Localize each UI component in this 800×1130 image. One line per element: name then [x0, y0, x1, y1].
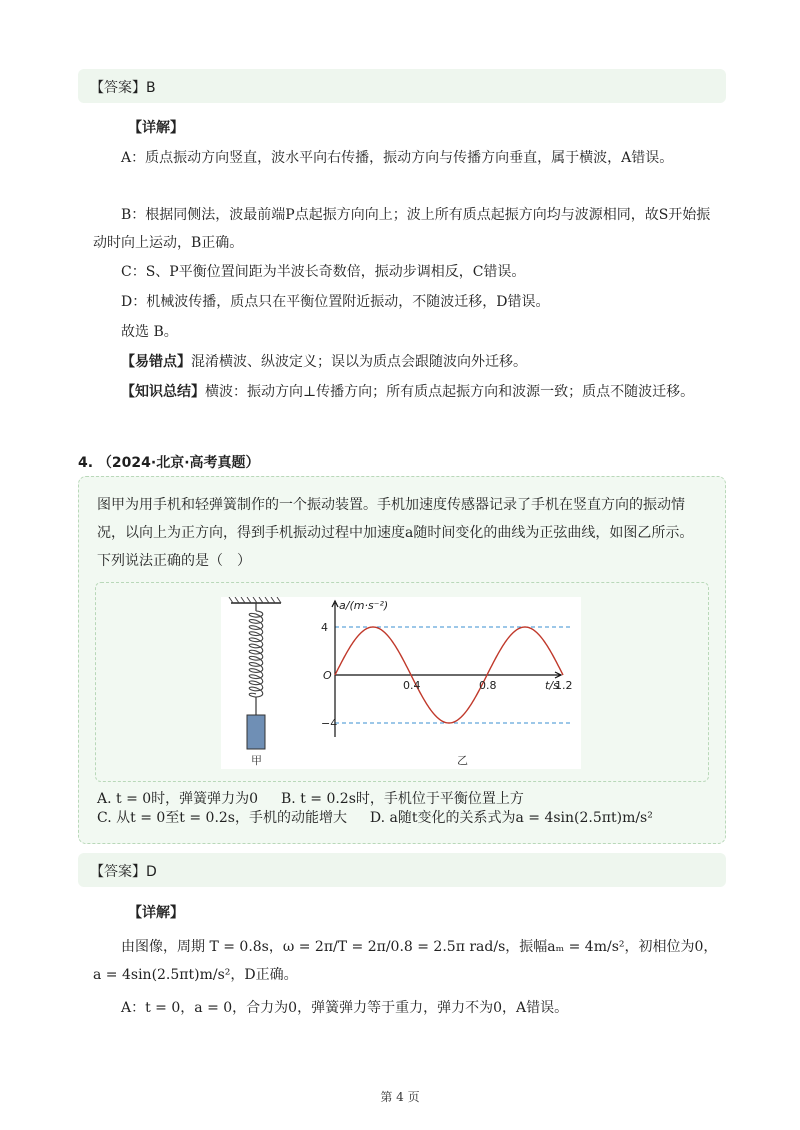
analysis-2-line-3: A：t = 0，a = 0，合力为0，弹簧弹力等于重力，弹力不为0，A错误。: [121, 1000, 569, 1016]
analysis-option-a: A：质点振动方向竖直，波水平向右传播，振动方向与传播方向垂直，属于横波，A错误。: [121, 150, 674, 166]
analysis-option-b: B：根据同侧法，波最前端P点起振方向向上；波上所有质点起振方向均与波源相同，故S开始振动时向上运动，B正确。: [93, 207, 711, 251]
y-tick-label: −4: [321, 717, 338, 730]
options-row-1: [97, 790, 717, 808]
x-tick-label: 0.4: [403, 679, 421, 692]
figure-right-label: 乙: [457, 754, 468, 767]
question-header: 4. （2024·北京·高考真题）: [78, 455, 260, 471]
analysis-option-d: D：机械波传播，质点只在平衡位置附近振动，不随波迁移，D错误。: [121, 294, 550, 310]
analysis-option-c: C：S、P平衡位置间距为半波长奇数倍，振动步调相反，C错误。: [121, 264, 526, 280]
y-tick-label: 4: [321, 621, 328, 634]
answer-box: [78, 69, 726, 103]
option-c: C. 从t = 0至t = 0.2s，手机的动能增大: [97, 810, 347, 826]
knowledge-summary: [93, 378, 718, 406]
acceleration-chart: [321, 599, 573, 737]
option-b: B. t = 0.2s时，手机位于平衡位置上方: [281, 791, 524, 807]
answer-label-2: 【答案】D: [90, 864, 157, 880]
phone-block: [247, 715, 265, 749]
summary-text: 横波：振动方向⊥传播方向；所有质点起振方向和波源一致；质点不随波迁移。: [205, 384, 695, 400]
analysis-2-line-1: 由图像，周期 T = 0.8s，ω = 2π/T = 2π/0.8 = 2.5π rad/s，振幅aₘ = 4m/s²，初相位为0，: [121, 939, 718, 955]
answer-label: 【答案】B: [90, 80, 156, 96]
options-row-2: [97, 809, 717, 827]
origin-label: O: [323, 669, 332, 682]
figure-svg: [221, 597, 581, 769]
option-d: D. a随t变化的关系式为a = 4sin(2.5πt)m/s²: [369, 810, 653, 826]
page-number: 第 4 页: [380, 1090, 420, 1104]
error-point: [93, 348, 718, 376]
summary-label: 【知识总结】: [121, 384, 205, 400]
x-axis-label: t/s: [545, 679, 559, 692]
x-tick-label: 1.2: [555, 679, 573, 692]
figure-box: [95, 582, 709, 782]
question-stem: 图甲为用手机和轻弹簧制作的一个振动装置。手机加速度传感器记录了手机在竖直方向的振动情况，以向上为正方向，得到手机振动过程中加速度a随时间变化的曲线为正弦曲线，如图乙所示。下列说法正确的是（ ）: [97, 497, 694, 569]
x-tick-label: 0.8: [479, 679, 497, 692]
y-axis-label: a/(m·s⁻²): [339, 599, 389, 612]
spring-device: [229, 597, 281, 767]
option-a: A. t = 0时，弹簧弹力为0: [97, 791, 259, 807]
answer-box-2: [78, 853, 726, 887]
analysis-conclusion: 故选 B。: [121, 324, 178, 340]
analysis-2-line-2: a = 4sin(2.5πt)m/s²，D正确。: [93, 967, 298, 983]
analysis-heading-2: 【详解】: [128, 905, 184, 921]
error-point-text: 混淆横波、纵波定义；误以为质点会跟随波向外迁移。: [191, 354, 527, 370]
error-point-label: 【易错点】: [121, 354, 191, 370]
spring-coil: [249, 611, 263, 697]
figure-left-label: 甲: [251, 754, 262, 767]
question-box: [78, 476, 726, 844]
analysis-heading: 【详解】: [128, 120, 184, 136]
figure: [221, 597, 581, 769]
